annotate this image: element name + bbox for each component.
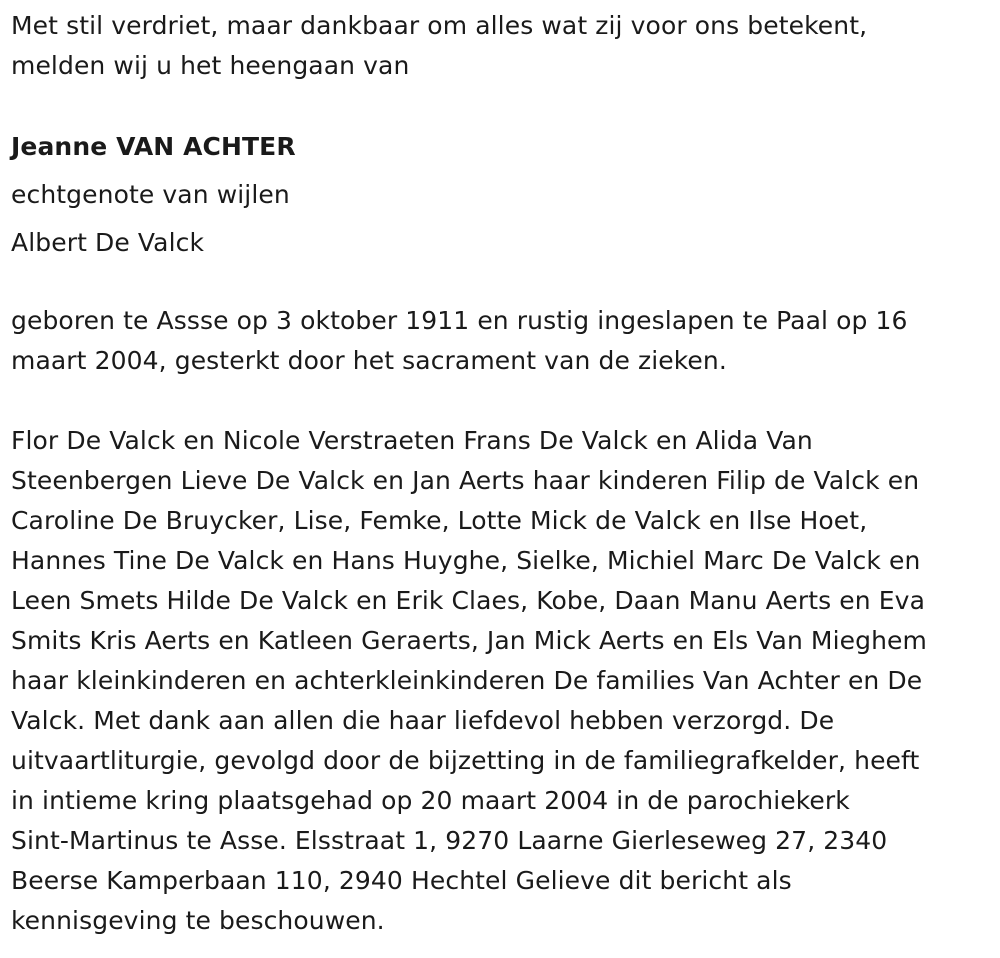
intro-paragraph — [11, 6, 991, 86]
family-line: uitvaartliturgie, gevolgd door de bijzetting in de familiegrafkelder, heeft — [11, 746, 920, 775]
family-line: Hannes Tine De Valck en Hans Huyghe, Sielke, Michiel Marc De Valck en — [11, 546, 921, 575]
spacer — [11, 267, 991, 301]
obituary-notice — [11, 6, 991, 941]
birth-death-line: maart 2004, gesterkt door het sacrament van de zieken. — [11, 346, 727, 375]
family-line: Leen Smets Hilde De Valck en Erik Claes, Kobe, Daan Manu Aerts en Eva — [11, 586, 925, 615]
family-line: in intieme kring plaatsgehad op 20 maart 2004 in de parochiekerk — [11, 786, 850, 815]
family-line: Flor De Valck en Nicole Verstraeten Frans De Valck en Alida Van — [11, 426, 813, 455]
spacer — [11, 86, 991, 125]
family-line: kennisgeving te beschouwen. — [11, 906, 385, 935]
family-line: Smits Kris Aerts en Katleen Geraerts, Jan Mick Aerts en Els Van Mieghem — [11, 626, 927, 655]
birth-death-paragraph — [11, 301, 991, 381]
deceased-relation: echtgenote van wijlen — [11, 180, 290, 209]
family-line: Steenbergen Lieve De Valck en Jan Aerts haar kinderen Filip de Valck en — [11, 466, 920, 495]
family-line: haar kleinkinderen en achterkleinkinderen De families Van Achter en De — [11, 666, 923, 695]
family-line: Caroline De Bruycker, Lise, Femke, Lotte Mick de Valck en Ilse Hoet, — [11, 506, 868, 535]
birth-death-line: geboren te Assse op 3 oktober 1911 en rustig ingeslapen te Paal op 16 — [11, 306, 908, 335]
family-line: Sint-Martinus te Asse. Elsstraat 1, 9270 Laarne Gierleseweg 27, 2340 — [11, 826, 888, 855]
spacer — [11, 381, 991, 421]
deceased-block — [11, 125, 991, 267]
family-line: Beerse Kamperbaan 110, 2940 Hechtel Gelieve dit bericht als — [11, 866, 792, 895]
family-line: Valck. Met dank aan allen die haar liefdevol hebben verzorgd. De — [11, 706, 835, 735]
family-paragraph — [11, 421, 991, 941]
intro-line: melden wij u het heengaan van — [11, 51, 410, 80]
spouse-name: Albert De Valck — [11, 228, 205, 257]
intro-line: Met stil verdriet, maar dankbaar om alles wat zij voor ons betekent, — [11, 11, 868, 40]
deceased-name: Jeanne VAN ACHTER — [11, 132, 296, 161]
